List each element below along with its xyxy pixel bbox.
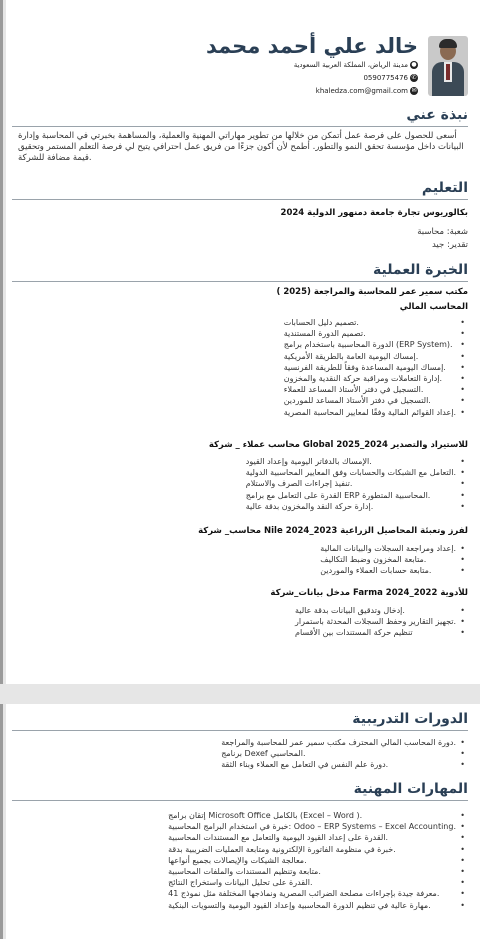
list-item: • إعداد ومراجعة السجلات والبيانات المالية. <box>320 543 468 554</box>
list-item: • إمساك اليومية المساعدة وفقاً للطريقة الفرنسية. <box>284 362 468 373</box>
list-item: • تصميم دليل الحسابات. <box>284 317 468 328</box>
list-item: • القدرة على إعداد القيود اليومية والتعامل مع المستندات المحاسبية. <box>168 832 468 843</box>
job-tasks-list <box>246 456 468 512</box>
list-item: • القدرة على التعامل مع برامج ERP المحاسبية المتطورة. <box>246 490 468 501</box>
list-item: • إدارة التعاملات ومراقبة حركة النقدية والمخزون. <box>284 373 468 384</box>
phone-row <box>363 73 418 83</box>
list-item: • تنظيم حركة المستندات بين الأقسام <box>295 627 468 638</box>
section-divider <box>12 199 468 200</box>
list-item: • خبرة في منظومة الفاتورة الإلكترونية ومتابعة العمليات الضريبية بدقة. <box>168 844 468 855</box>
skills-list <box>168 810 468 911</box>
section-divider <box>12 730 468 731</box>
list-item: • مهارة عالية في تنظيم الدورة المحاسبية وإعداد القيود اليومية والتسويات البنكية. <box>168 900 468 911</box>
list-item: • الإمساك بالدفاتر اليومية وإعداد القيود. <box>246 456 468 467</box>
courses-heading: الدورات التدريبية <box>352 711 468 727</box>
list-item: • تصميم الدورة المستندية. <box>284 328 468 339</box>
job-tasks-list <box>320 543 468 577</box>
education-heading: التعليم <box>421 180 468 196</box>
job-company: محاسب عملاء _ شركة Global للاستيراد والتصدير 2024_2025 <box>208 440 468 450</box>
location-text: مدينة الرياض، المملكة العربية السعودية <box>293 61 408 69</box>
list-item: • دورة علم النفس في التعامل مع العملاء وبناء الثقة. <box>221 759 468 770</box>
phone-text: 0590775476 <box>363 74 408 82</box>
list-item: • برنامج Dexef المحاسبي. <box>221 748 468 759</box>
location-pin-icon: ● <box>411 61 417 68</box>
location-row <box>294 60 418 70</box>
page-edge <box>0 704 3 939</box>
list-item: • دورة المحاسب المالي المحترف مكتب سمير عمر للمحاسبة والمراجعة. <box>221 737 468 748</box>
list-item: • إتقان برامج Microsoft Office بالكامل (Excel – Word ). <box>168 810 468 821</box>
person-name: خالد علي أحمد محمد <box>205 34 418 58</box>
list-item: • إدخال وتدقيق البيانات بدقة عالية. <box>295 605 468 616</box>
job-tasks-list <box>284 317 468 418</box>
job-tasks-list <box>295 605 468 639</box>
email-row <box>316 86 418 96</box>
skills-heading: المهارات المهنية <box>353 781 468 797</box>
courses-list <box>221 737 468 771</box>
list-item: • تنفيذ إجراءات الصرف والاستلام. <box>246 478 468 489</box>
job-role: المحاسب المالي <box>399 302 468 312</box>
job-company: محاسب_ شركة Nile لفرز وتعبئة المحاصيل الزراعية 2023_2024 <box>198 526 468 536</box>
email-icon: ✉ <box>411 87 417 94</box>
summary-heading: نبذة عني <box>406 107 468 123</box>
education-grade: تقدير: جيد <box>431 240 468 250</box>
phone-icon: ✆ <box>411 74 417 81</box>
experience-heading: الخبرة العملية <box>373 262 468 278</box>
list-item: • معالجة الشيكات والإيصالات بجميع أنواعها. <box>168 855 468 866</box>
list-item: • إمساك اليومية العامة بالطريقة الأمريكية. <box>284 351 468 362</box>
list-item: • متابعة وتنظيم المستندات والملفات المحاسبية. <box>168 866 468 877</box>
job-company: مكتب سمير عمر للمحاسبة والمراجعة (2025 ) <box>276 287 468 297</box>
list-item: • خبرة في استخدام البرامج المحاسبية: Odoo – ERP Systems – Excel Accounting. <box>168 821 468 832</box>
education-major: شعبة: محاسبة <box>417 227 468 237</box>
list-item: • إدارة حركة النقد والمخزون بدقة عالية. <box>246 501 468 512</box>
section-divider <box>12 281 468 282</box>
list-item: • متابعة المخزون وضبط التكاليف. <box>320 554 468 565</box>
section-divider <box>12 800 468 801</box>
list-item: • متابعة حسابات العملاء والموردين. <box>320 565 468 576</box>
list-item: • معرفة جيدة بإجراءات مصلحة الضرائب المصرية ونماذجها المختلفة مثل نموذج 41. <box>168 888 468 899</box>
list-item: • التسجيل في دفتر الأستاذ المساعد للعملاء. <box>284 384 468 395</box>
list-item: • التسجيل في دفتر الأستاذ المساعد للموردين. <box>284 395 468 406</box>
list-item: • القدرة على تحليل البيانات واستخراج النتائج. <box>168 877 468 888</box>
resume-header <box>28 34 468 98</box>
page-edge <box>0 0 3 684</box>
list-item: • الدورة المحاسبية باستخدام برامج (ERP System). <box>284 339 468 350</box>
summary-text: أسعى للحصول على فرصة عمل أتمكن من خلالها من تطوير مهاراتي المهنية والعملية، والمساهمة بخبرتي في المحاسبة وإدارة البيانات داخل مؤسسة تحقق النمو والتطور. أطمح لأن أكون جزءًا من فريق عمل احترافي يتيح لي فرصة التعلم المستمر وتحقيق قيمة مضافة للشركة. <box>18 131 464 163</box>
job-company: مدخل بيانات_شركة Farma للأدوية 2022_2024 <box>270 588 468 598</box>
email-text: khaledza.com@gmail.com <box>315 87 408 95</box>
education-degree: بكالوريوس تجارة جامعة دمنهور الدولية 2024 <box>280 208 468 218</box>
list-item: • إعداد القوائم المالية وفقًا لمعايير المحاسبة المصرية. <box>284 407 468 418</box>
list-item: • التعامل مع الشبكات والحسابات وفق المعايير المحاسبية الدولية. <box>246 467 468 478</box>
section-divider <box>12 126 468 127</box>
profile-photo <box>428 36 468 96</box>
list-item: • تجهيز التقارير وحفظ السجلات المحدثة باستمرار. <box>295 616 468 627</box>
